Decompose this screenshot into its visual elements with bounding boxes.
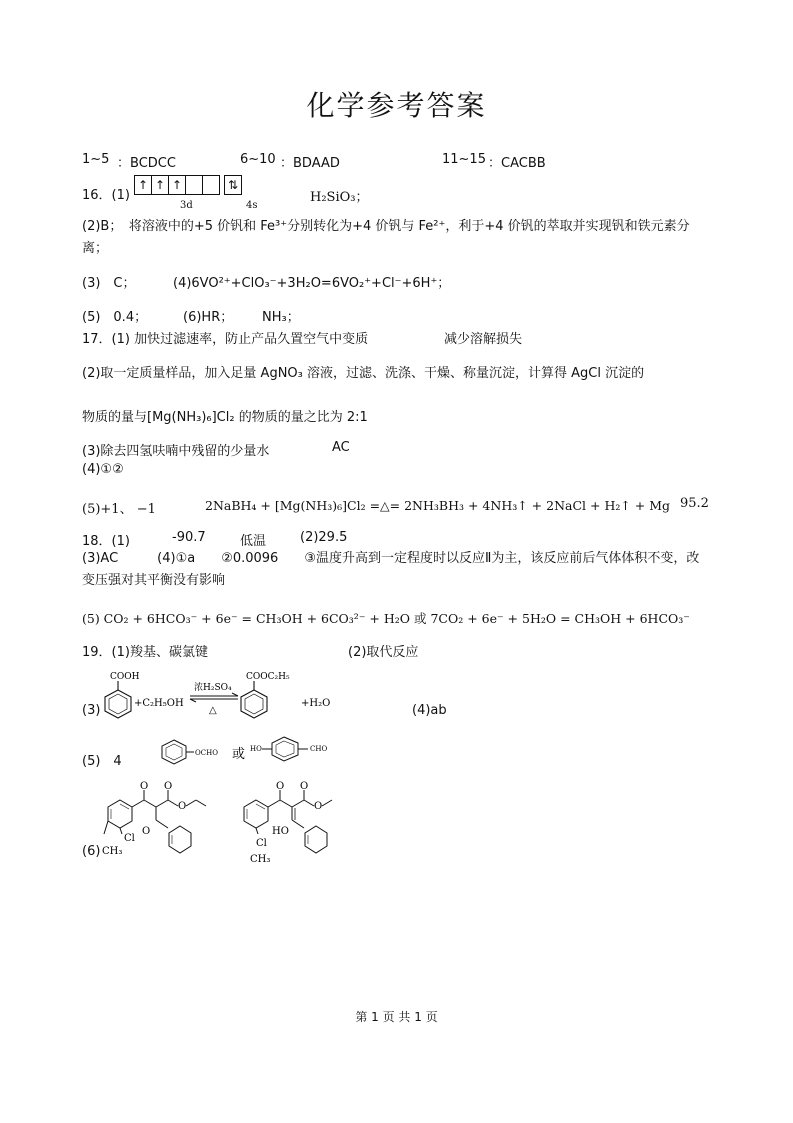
orbital-4s: ⇅ bbox=[224, 175, 242, 195]
isomer-1-ring bbox=[162, 740, 186, 764]
orbital-3d-5 bbox=[202, 175, 220, 195]
structure-1 bbox=[102, 781, 206, 857]
heat-symbol: △ bbox=[209, 705, 217, 716]
ethanol-label: +C₂H₅OH bbox=[134, 698, 184, 709]
q18-line3: (5) CO₂ + 6HCO₃⁻ + 6e⁻ = CH₃OH + 6CO₃²⁻ + H₂O 或 7CO₂ + 6e⁻ + 5H₂O = CH₃OH + 6HCO₃⁻ bbox=[82, 611, 690, 626]
s2-cl: Cl bbox=[256, 838, 267, 849]
ho-label: HO bbox=[250, 745, 262, 753]
q18-line1d: (2)29.5 bbox=[300, 530, 348, 545]
q17-line6c: 95.2 bbox=[680, 496, 709, 511]
cho-label: CHO bbox=[310, 745, 328, 753]
s2-ch3: CH₃ bbox=[250, 854, 271, 865]
q16-part3: (3) C； bbox=[82, 276, 136, 291]
benzene-inner-acid bbox=[109, 694, 127, 714]
q17-line2: (2)取一定质量样品，加入足量 AgNO₃ 溶液，过滤、洗涤、干燥、称量沉淀，计算得 AgCl 沉淀的 bbox=[82, 366, 645, 381]
s1-o1: O bbox=[140, 781, 149, 792]
isomer-structures bbox=[160, 734, 350, 770]
s1-ch3: CH₃ bbox=[102, 846, 123, 857]
q19-part5-label: (5) 4 bbox=[82, 754, 122, 769]
orbital-3d-4 bbox=[185, 175, 202, 195]
q17-line4b: AC bbox=[332, 440, 350, 455]
product-structures bbox=[100, 778, 340, 870]
mc-range-2: 6~10 bbox=[240, 152, 276, 167]
s1-o3: O bbox=[178, 801, 187, 812]
q16-part4: (4)6VO²⁺+ClO₃⁻+3H₂O=6VO₂⁺+Cl⁻+6H⁺； bbox=[173, 276, 451, 291]
s1-o4: O bbox=[142, 826, 151, 837]
q18-line2: (3)AC (4)①a ②0.0096 ③温度升高到一定程度时以反应Ⅱ为主，该反应前后气体体积不变，改变压强对其平衡没有影响 bbox=[82, 551, 700, 588]
q18-line1b: -90.7 bbox=[172, 530, 206, 545]
q19-line1b: (2)取代反应 bbox=[348, 645, 419, 660]
mc-range-1: 1~5 bbox=[82, 152, 110, 167]
structure-2 bbox=[244, 781, 332, 865]
mc-range-3: 11~15 bbox=[442, 152, 486, 167]
page-title: 化学参考答案 bbox=[306, 89, 487, 122]
orbital-3d-2: ↑ bbox=[151, 175, 168, 195]
q18-line1c: 低温 bbox=[240, 534, 267, 549]
q17-line6a: (5)+1、 −1 bbox=[82, 502, 156, 517]
q16-part1-answer: H₂SiO₃； bbox=[310, 190, 369, 205]
reagent-label: 浓H₂SO₄ bbox=[194, 683, 232, 693]
s1-o2: O bbox=[164, 781, 173, 792]
mc-answer-3: ：CACBB bbox=[488, 156, 546, 171]
orbital-diagram bbox=[134, 175, 242, 195]
s1-cl: Cl bbox=[124, 833, 135, 844]
q19-part6-label: (6) bbox=[82, 844, 101, 859]
q17-line5: (4)①② bbox=[82, 462, 124, 477]
s2-o2: O bbox=[300, 781, 309, 792]
q16-part5: (5) 0.4； bbox=[82, 310, 148, 325]
q19-part3-label: (3) bbox=[82, 703, 101, 718]
s2-o3: O bbox=[314, 801, 323, 812]
ocho-label: OCHO bbox=[195, 749, 218, 757]
mc-answer-2: ：BDAAD bbox=[280, 156, 340, 171]
orbital-3d-1: ↑ bbox=[134, 175, 151, 195]
esterification-scheme bbox=[96, 668, 376, 724]
cooh-label: COOH bbox=[110, 672, 140, 682]
q18-line1a: 18．(1) bbox=[82, 534, 130, 549]
q16-part2: (2)B； 将溶液中的+5 价钒和 Fe³⁺分别转化为+4 价钒与 Fe²⁺，利于+4 价钒的萃取并实现钒和铁元素分离； bbox=[82, 219, 690, 256]
or-text: 或 bbox=[232, 747, 246, 762]
ester-label: COOC₂H₅ bbox=[246, 672, 290, 682]
q17-line4: (3)除去四氢呋喃中残留的少量水 bbox=[82, 444, 270, 459]
q17-equation: 2NaBH₄ + [Mg(NH₃)₆]Cl₂ =△= 2NH₃BH₃ + 4NH₃↑ + 2NaCl + H₂↑ + Mg bbox=[205, 498, 671, 513]
q19-part4: (4)ab bbox=[412, 703, 447, 718]
orbital-label-3d: 3d bbox=[180, 200, 193, 211]
mc-answer-1: ：BCDCC bbox=[117, 156, 176, 171]
q19-line1a: 19．(1)羧基、碳氯键 bbox=[82, 645, 208, 660]
q17-line1b: 减少溶解损失 bbox=[444, 332, 523, 347]
page-footer: 第 1 页 共 1 页 bbox=[355, 1010, 438, 1024]
q16-part6: (6)HR； bbox=[183, 310, 234, 325]
q16-number: 16．(1) bbox=[82, 188, 130, 203]
q17-line3: 物质的量与[Mg(NH₃)₆]Cl₂ 的物质的量之比为 2:1 bbox=[82, 410, 368, 425]
water-label: +H₂O bbox=[301, 698, 331, 709]
orbital-label-4s: 4s bbox=[246, 200, 258, 211]
s2-o1: O bbox=[276, 781, 285, 792]
s2-ho: HO bbox=[272, 826, 289, 837]
q17-line1: 17．(1) 加快过滤速率，防止产品久置空气中变质 bbox=[82, 332, 369, 347]
orbital-3d-3: ↑ bbox=[168, 175, 185, 195]
q16-part6b: NH₃； bbox=[262, 310, 300, 325]
